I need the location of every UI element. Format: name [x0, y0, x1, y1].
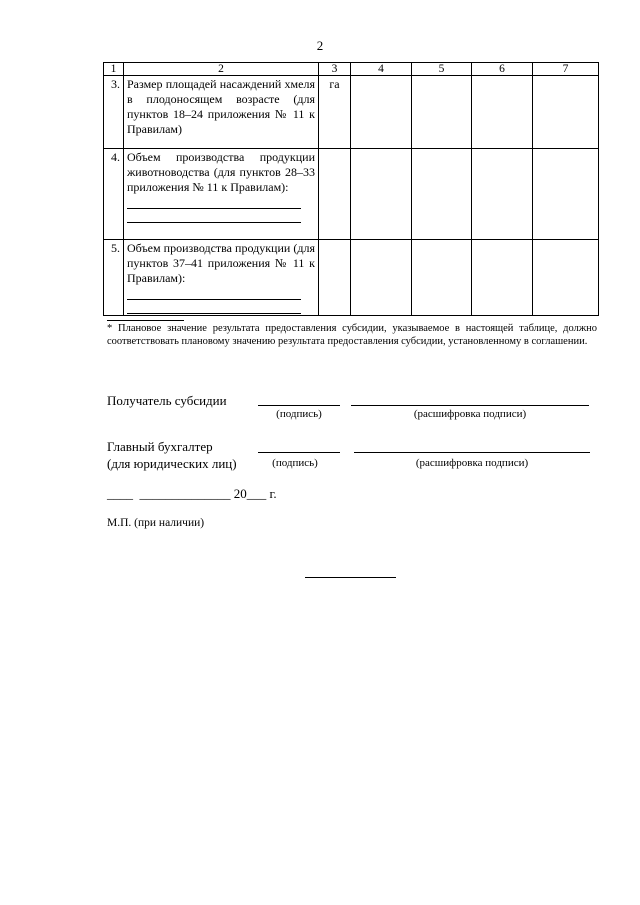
row-cell	[472, 240, 533, 316]
date-line: ____ ______________ 20___ г.	[107, 486, 277, 501]
recipient-label: Получатель субсидии	[107, 393, 227, 408]
footnote: * Плановое значение результата предоставления субсидии, указываемое в настоящей таблице, должно соответствовать плановому значению результата предоставления субсидии, установленному в соглашении.	[107, 323, 597, 347]
column-number-2: 2	[124, 63, 319, 76]
accountant-decoding-line	[354, 452, 590, 453]
column-number-6: 6	[472, 63, 533, 76]
recipient-decoding-caption: (расшифровка подписи)	[413, 408, 527, 420]
row-description-cell	[124, 240, 319, 316]
row-cell	[351, 149, 412, 240]
table-row	[104, 76, 599, 149]
stamp-note: М.П. (при наличии)	[107, 517, 205, 529]
results-table	[103, 62, 599, 316]
row-cell	[472, 149, 533, 240]
column-number-3: 3	[319, 63, 351, 76]
accountant-signature-line	[258, 452, 340, 453]
row-cell	[533, 76, 599, 149]
accountant-signature-caption: (подпись)	[272, 457, 318, 469]
column-number-4: 4	[351, 63, 412, 76]
row-number: 3.	[104, 76, 124, 149]
chief-accountant-label: Главный бухгалтер	[107, 439, 213, 454]
recipient-decoding-line	[351, 405, 589, 406]
row-cell	[533, 240, 599, 316]
row-cell	[351, 240, 412, 316]
row-unit: га	[319, 76, 351, 149]
row-unit	[319, 149, 351, 240]
blank-entry-line	[127, 195, 301, 209]
row-cell	[472, 76, 533, 149]
row-cell	[412, 240, 472, 316]
blank-entry-line	[127, 209, 301, 223]
row-description: Объем производства продукции (для пунктов 37–41 приложения № 11 к Правилам):	[127, 241, 315, 285]
table-row	[104, 240, 599, 316]
column-number-1: 1	[104, 63, 124, 76]
row-unit	[319, 240, 351, 316]
row-number: 4.	[104, 149, 124, 240]
row-description: Объем производства продукции животноводства (для пунктов 28–33 приложения № 11 к Правилам):	[127, 150, 315, 194]
row-number: 5.	[104, 240, 124, 316]
row-cell	[351, 76, 412, 149]
blank-entry-line	[127, 300, 301, 314]
recipient-signature-line	[258, 405, 340, 406]
accountant-decoding-caption: (расшифровка подписи)	[415, 457, 529, 469]
footnote-separator	[107, 320, 184, 321]
row-cell	[412, 149, 472, 240]
row-cell	[412, 76, 472, 149]
column-number-5: 5	[412, 63, 472, 76]
blank-entry-line	[127, 286, 301, 300]
chief-accountant-note: (для юридических лиц)	[107, 456, 237, 471]
page-number: 2	[316, 38, 324, 53]
row-description: Размер площадей насаждений хмеля в плодоносящем возрасте (для пунктов 18–24 приложения № 11 к Правилам)	[124, 76, 319, 149]
table-row	[104, 149, 599, 240]
recipient-signature-caption: (подпись)	[276, 408, 322, 420]
row-description-cell	[124, 149, 319, 240]
end-separator	[305, 577, 396, 578]
column-number-7: 7	[533, 63, 599, 76]
row-cell	[533, 149, 599, 240]
table-header-row	[104, 63, 599, 76]
